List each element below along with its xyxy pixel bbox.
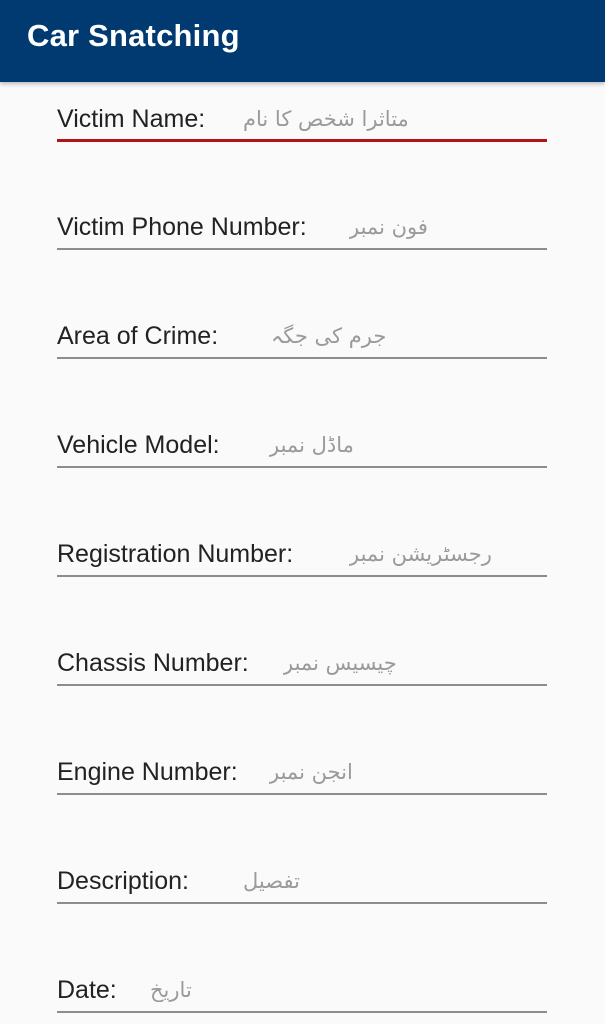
victim-phone-input[interactable] xyxy=(349,210,499,244)
description-field[interactable] xyxy=(57,860,547,904)
area-of-crime-input[interactable] xyxy=(271,319,421,353)
victim-name-underline xyxy=(57,139,547,142)
vehicle-model-field[interactable] xyxy=(57,424,547,468)
engine-number-label: Engine Number: xyxy=(57,758,238,786)
vehicle-model-underline xyxy=(57,466,547,468)
chassis-number-label: Chassis Number: xyxy=(57,649,249,677)
engine-number-input[interactable] xyxy=(269,755,419,789)
victim-name-input[interactable] xyxy=(243,102,433,136)
vehicle-model-label: Vehicle Model: xyxy=(57,431,220,459)
victim-name-label: Victim Name: xyxy=(57,105,206,133)
description-underline xyxy=(57,902,547,904)
registration-number-field[interactable] xyxy=(57,533,547,577)
crime-report-form xyxy=(0,82,605,1024)
victim-phone-underline xyxy=(57,248,547,250)
victim-phone-label: Victim Phone Number: xyxy=(57,213,307,241)
date-field[interactable] xyxy=(57,969,547,1013)
engine-number-underline xyxy=(57,793,547,795)
date-input[interactable] xyxy=(150,973,300,1007)
chassis-number-underline xyxy=(57,684,547,686)
description-label: Description: xyxy=(57,867,189,895)
page-title: Car Snatching xyxy=(27,18,240,53)
vehicle-model-input[interactable] xyxy=(269,428,419,462)
app-bar xyxy=(0,0,605,82)
registration-number-label: Registration Number: xyxy=(57,540,294,568)
area-of-crime-underline xyxy=(57,357,547,359)
engine-number-field[interactable] xyxy=(57,751,547,795)
area-of-crime-field[interactable] xyxy=(57,315,547,359)
registration-number-input[interactable] xyxy=(349,537,519,571)
chassis-number-field[interactable] xyxy=(57,642,547,686)
date-underline xyxy=(57,1011,547,1013)
description-input[interactable] xyxy=(243,864,393,898)
chassis-number-input[interactable] xyxy=(283,646,443,680)
area-of-crime-label: Area of Crime: xyxy=(57,322,219,350)
date-label: Date: xyxy=(57,976,117,1004)
victim-phone-field[interactable] xyxy=(57,206,547,250)
victim-name-field[interactable] xyxy=(57,98,547,142)
registration-number-underline xyxy=(57,575,547,577)
